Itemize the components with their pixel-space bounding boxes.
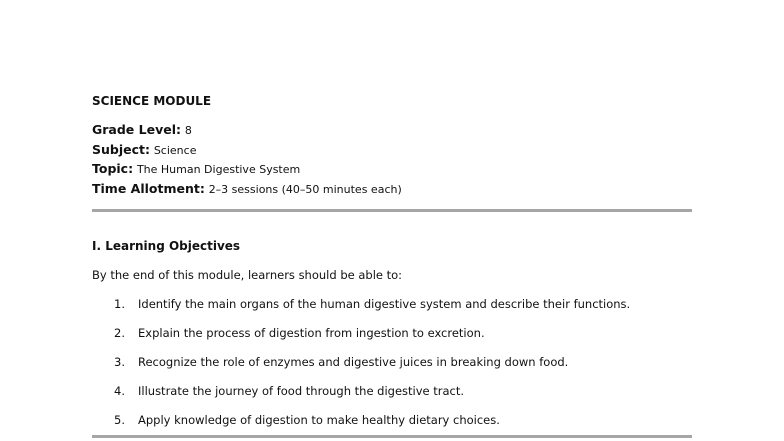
objective-item [92,383,692,399]
subject-row [92,141,692,161]
section-divider [92,209,692,212]
objective-item [92,325,692,341]
subject-value: Science [153,143,197,157]
module-meta [92,121,692,199]
topic-row [92,160,692,180]
objective-number: 5. [114,413,125,427]
objective-number: 3. [114,355,125,369]
objective-text: Recognize the role of enzymes and digestive juices in breaking down food. [138,355,569,369]
objective-number: 2. [114,326,125,340]
objective-text: Apply knowledge of digestion to make healthy dietary choices. [138,413,500,427]
subject-label: Subject: [92,141,150,157]
objective-number: 1. [114,297,125,311]
bottom-divider [92,435,692,438]
grade-level-row [92,121,692,141]
grade-level-value: 8 [184,124,192,137]
topic-value: The Human Digestive System [136,163,301,176]
objective-text: Identify the main organs of the human digestive system and describe their functions. [138,297,631,311]
time-allotment-value: 2–3 sessions (40–50 minutes each) [208,182,402,196]
objective-text: Illustrate the journey of food through the digestive tract. [138,384,465,398]
objective-text: Explain the process of digestion from ingestion to excretion. [138,326,485,340]
time-allotment-label: Time Allotment: [92,180,205,196]
objective-item [92,296,692,312]
topic-label: Topic: [92,161,134,176]
time-allotment-row [92,180,692,200]
objective-number: 4. [114,384,125,398]
document-page [92,93,692,441]
objective-item [92,354,692,370]
objective-item [92,412,692,428]
module-title: SCIENCE MODULE [92,94,212,108]
section-intro: By the end of this module, learners should be able to: [92,268,403,282]
objectives-list [92,296,692,428]
grade-level-label: Grade Level: [92,122,181,137]
section-title: I. Learning Objectives [92,239,241,253]
